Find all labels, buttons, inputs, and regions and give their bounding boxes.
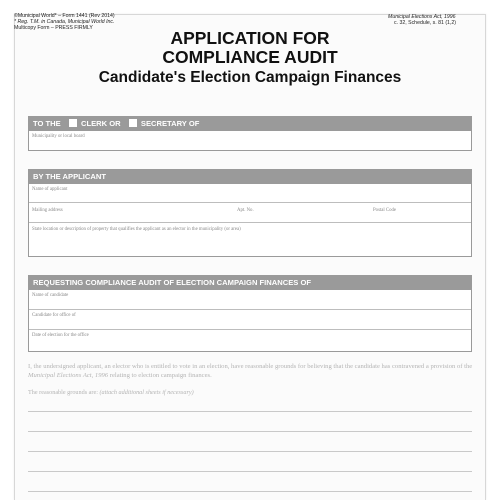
reasons-line-5[interactable] [28, 491, 472, 492]
reasons-note: (attach additional sheets if necessary) [99, 389, 194, 396]
candidate-office-label: Candidate for office of [32, 313, 76, 318]
municipality-field[interactable] [29, 131, 471, 150]
reasons-line-2[interactable] [28, 431, 472, 432]
reasons-label: The reasonable grounds are: [28, 389, 100, 396]
section-to-fields [28, 131, 472, 151]
statement-text-2: relating to election campaign finances. [108, 372, 212, 379]
election-date-field[interactable] [29, 330, 471, 350]
reasons-line-3[interactable] [28, 451, 472, 452]
form-title-line-1: APPLICATION FOR [170, 28, 330, 48]
statement-act-name: Municipal Elections Act, 1996 [28, 372, 109, 379]
candidate-name-label: Name of candidate [32, 293, 69, 298]
statute-reference [388, 14, 488, 27]
reasons-heading [28, 389, 194, 396]
municipality-field-label: Municipality or local board [32, 134, 85, 139]
postal-code-label: Postal Code [373, 208, 397, 213]
candidate-name-field[interactable] [29, 290, 471, 310]
candidate-office-field[interactable] [29, 310, 471, 330]
apt-no-label: Apt. No. [237, 208, 254, 213]
form-subtitle: Candidate's Election Campaign Finances [98, 69, 402, 86]
mailing-address-field[interactable] [29, 203, 471, 223]
mailing-address-label: Mailing address [32, 208, 63, 213]
statement-text-1: I, the undersigned applicant, an elector who is entitled to vote in an election, have reasonable grounds for believing that the candidate has contravened a provision of the [28, 363, 473, 370]
reasons-line-1[interactable] [28, 411, 472, 412]
section-request-fields [28, 290, 472, 352]
section-applicant-header: BY THE APPLICANT [28, 169, 472, 184]
clerk-checkbox[interactable] [69, 119, 77, 127]
applicant-name-field[interactable] [29, 184, 471, 203]
property-field[interactable] [29, 223, 471, 255]
secretary-checkbox[interactable] [129, 119, 137, 127]
secretary-option-label: SECRETARY OF [140, 119, 200, 128]
reasons-line-4[interactable] [28, 471, 472, 472]
statute-act: Municipal Elections Act, 1996 [388, 14, 456, 20]
clerk-option-label: CLERK OR [80, 119, 121, 128]
property-label: State location or description of property that qualifies the applicant as an elector in the municipality (or area) [32, 227, 241, 232]
publisher-line-3: Multicopy Form – PRESS FIRMLY [14, 25, 93, 32]
statute-section: c. 32, Schedule, s. 81 (1,2) [394, 20, 456, 27]
section-to-prefix: TO THE [33, 119, 61, 128]
form-title-line-2: COMPLIANCE AUDIT [162, 47, 338, 67]
section-applicant-fields [28, 184, 472, 257]
section-to-header [28, 116, 472, 131]
publisher-line-1: ©Municipal World* – Form 1441 (Rev 2014) [14, 13, 115, 19]
election-date-label: Date of election for the office [32, 333, 89, 338]
section-request-header: REQUESTING COMPLIANCE AUDIT OF ELECTION CAMPAIGN FINANCES OF [28, 275, 472, 290]
applicant-name-label: Name of applicant [32, 187, 68, 192]
publisher-line-2: * Reg. T.M. in Canada, Municipal World Inc. [14, 19, 115, 26]
applicant-statement [28, 362, 476, 380]
